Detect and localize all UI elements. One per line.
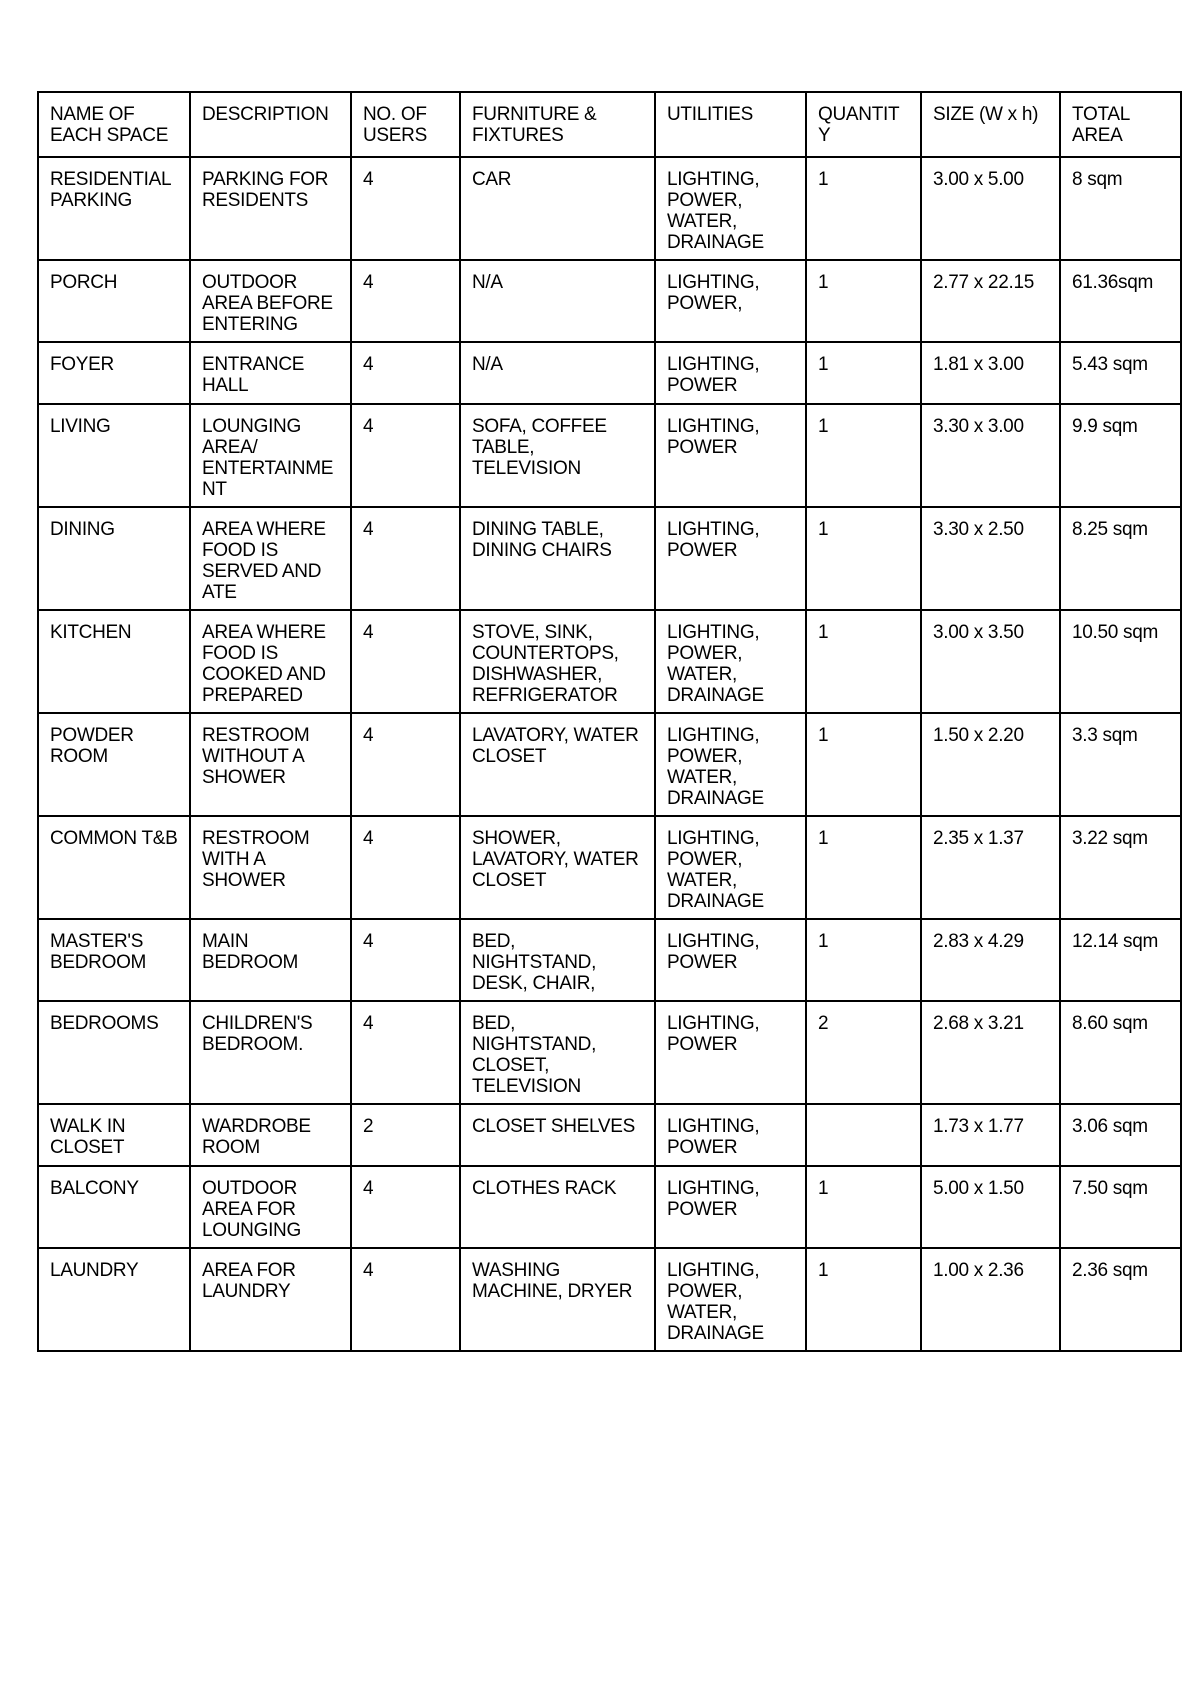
users-cell: 4 [351, 404, 460, 507]
header-name-of-each-space: NAME OF EACH SPACE [38, 92, 190, 157]
utilities-cell: LIGHTING, POWER [655, 1104, 806, 1166]
space-name-cell: MASTER'S BEDROOM [38, 919, 190, 1001]
utilities-cell: LIGHTING, POWER, WATER, DRAINAGE [655, 1248, 806, 1351]
total-area-cell: 3.3 sqm [1060, 713, 1181, 816]
description-cell: ENTRANCE HALL [190, 342, 351, 404]
space-name-cell: KITCHEN [38, 610, 190, 713]
header-description: DESCRIPTION [190, 92, 351, 157]
description-cell: MAIN BEDROOM [190, 919, 351, 1001]
quantity-cell: 1 [806, 342, 921, 404]
size-cell: 1.50 x 2.20 [921, 713, 1060, 816]
furniture-cell: CLOTHES RACK [460, 1166, 655, 1248]
total-area-cell: 10.50 sqm [1060, 610, 1181, 713]
size-cell: 5.00 x 1.50 [921, 1166, 1060, 1248]
table-row [38, 1166, 1181, 1248]
quantity-cell: 1 [806, 919, 921, 1001]
table-row [38, 1001, 1181, 1104]
header-total-area: TOTAL AREA [1060, 92, 1181, 157]
description-cell: RESTROOM WITHOUT A SHOWER [190, 713, 351, 816]
description-cell: CHILDREN'S BEDROOM. [190, 1001, 351, 1104]
total-area-cell: 61.36sqm [1060, 260, 1181, 342]
table-row [38, 157, 1181, 260]
utilities-cell: LIGHTING, POWER, [655, 260, 806, 342]
total-area-cell: 2.36 sqm [1060, 1248, 1181, 1351]
quantity-cell: 1 [806, 713, 921, 816]
quantity-cell: 1 [806, 404, 921, 507]
users-cell: 4 [351, 1001, 460, 1104]
furniture-cell: CAR [460, 157, 655, 260]
space-name-cell: PORCH [38, 260, 190, 342]
description-cell: PARKING FOR RESIDENTS [190, 157, 351, 260]
space-name-cell: LAUNDRY [38, 1248, 190, 1351]
utilities-cell: LIGHTING, POWER [655, 1166, 806, 1248]
furniture-cell: SHOWER, LAVATORY, WATER CLOSET [460, 816, 655, 919]
size-cell: 2.77 x 22.15 [921, 260, 1060, 342]
utilities-cell: LIGHTING, POWER [655, 1001, 806, 1104]
description-cell: OUTDOOR AREA BEFORE ENTERING [190, 260, 351, 342]
space-name-cell: COMMON T&B [38, 816, 190, 919]
furniture-cell: N/A [460, 342, 655, 404]
table-row [38, 507, 1181, 610]
table-row [38, 342, 1181, 404]
description-cell: LOUNGING AREA/ ENTERTAINMENT [190, 404, 351, 507]
size-cell: 1.73 x 1.77 [921, 1104, 1060, 1166]
description-cell: RESTROOM WITH A SHOWER [190, 816, 351, 919]
quantity-cell: 1 [806, 1248, 921, 1351]
size-cell: 3.00 x 3.50 [921, 610, 1060, 713]
total-area-cell: 3.06 sqm [1060, 1104, 1181, 1166]
space-name-cell: BALCONY [38, 1166, 190, 1248]
space-program-table [37, 91, 1182, 1352]
size-cell: 2.68 x 3.21 [921, 1001, 1060, 1104]
space-name-cell: BEDROOMS [38, 1001, 190, 1104]
size-cell: 3.30 x 3.00 [921, 404, 1060, 507]
furniture-cell: SOFA, COFFEE TABLE, TELEVISION [460, 404, 655, 507]
utilities-cell: LIGHTING, POWER, WATER, DRAINAGE [655, 610, 806, 713]
furniture-cell: LAVATORY, WATER CLOSET [460, 713, 655, 816]
users-cell: 4 [351, 342, 460, 404]
total-area-cell: 8.25 sqm [1060, 507, 1181, 610]
header-utilities: UTILITIES [655, 92, 806, 157]
users-cell: 4 [351, 1248, 460, 1351]
quantity-cell: 1 [806, 507, 921, 610]
users-cell: 4 [351, 507, 460, 610]
description-cell: AREA FOR LAUNDRY [190, 1248, 351, 1351]
space-name-cell: RESIDENTIAL PARKING [38, 157, 190, 260]
header-furniture-fixtures: FURNITURE & FIXTURES [460, 92, 655, 157]
space-name-cell: POWDER ROOM [38, 713, 190, 816]
total-area-cell: 9.9 sqm [1060, 404, 1181, 507]
table-row [38, 713, 1181, 816]
description-cell: AREA WHERE FOOD IS SERVED AND ATE [190, 507, 351, 610]
table-body [38, 92, 1181, 1351]
users-cell: 4 [351, 610, 460, 713]
quantity-cell: 1 [806, 1166, 921, 1248]
quantity-cell: 1 [806, 260, 921, 342]
quantity-cell: 2 [806, 1001, 921, 1104]
size-cell: 1.81 x 3.00 [921, 342, 1060, 404]
furniture-cell: BED, NIGHTSTAND, CLOSET, TELEVISION [460, 1001, 655, 1104]
furniture-cell: WASHING MACHINE, DRYER [460, 1248, 655, 1351]
header-no-of-users: NO. OF USERS [351, 92, 460, 157]
table-row [38, 1104, 1181, 1166]
utilities-cell: LIGHTING, POWER, WATER, DRAINAGE [655, 816, 806, 919]
space-name-cell: WALK IN CLOSET [38, 1104, 190, 1166]
table-row [38, 1248, 1181, 1351]
utilities-cell: LIGHTING, POWER [655, 342, 806, 404]
table-row [38, 919, 1181, 1001]
users-cell: 4 [351, 1166, 460, 1248]
furniture-cell: BED, NIGHTSTAND, DESK, CHAIR, [460, 919, 655, 1001]
utilities-cell: LIGHTING, POWER [655, 507, 806, 610]
users-cell: 4 [351, 816, 460, 919]
users-cell: 4 [351, 713, 460, 816]
total-area-cell: 8.60 sqm [1060, 1001, 1181, 1104]
utilities-cell: LIGHTING, POWER [655, 404, 806, 507]
total-area-cell: 8 sqm [1060, 157, 1181, 260]
utilities-cell: LIGHTING, POWER [655, 919, 806, 1001]
table-header-row [38, 92, 1181, 157]
quantity-cell: 1 [806, 816, 921, 919]
description-cell: WARDROBE ROOM [190, 1104, 351, 1166]
total-area-cell: 7.50 sqm [1060, 1166, 1181, 1248]
total-area-cell: 5.43 sqm [1060, 342, 1181, 404]
description-cell: OUTDOOR AREA FOR LOUNGING [190, 1166, 351, 1248]
size-cell: 3.30 x 2.50 [921, 507, 1060, 610]
header-size: SIZE (W x h) [921, 92, 1060, 157]
quantity-cell: 1 [806, 157, 921, 260]
space-name-cell: DINING [38, 507, 190, 610]
size-cell: 2.83 x 4.29 [921, 919, 1060, 1001]
furniture-cell: N/A [460, 260, 655, 342]
users-cell: 4 [351, 157, 460, 260]
description-cell: AREA WHERE FOOD IS COOKED AND PREPARED [190, 610, 351, 713]
utilities-cell: LIGHTING, POWER, WATER, DRAINAGE [655, 713, 806, 816]
total-area-cell: 3.22 sqm [1060, 816, 1181, 919]
users-cell: 2 [351, 1104, 460, 1166]
users-cell: 4 [351, 919, 460, 1001]
furniture-cell: DINING TABLE, DINING CHAIRS [460, 507, 655, 610]
size-cell: 1.00 x 2.36 [921, 1248, 1060, 1351]
utilities-cell: LIGHTING, POWER, WATER, DRAINAGE [655, 157, 806, 260]
furniture-cell: CLOSET SHELVES [460, 1104, 655, 1166]
size-cell: 2.35 x 1.37 [921, 816, 1060, 919]
furniture-cell: STOVE, SINK, COUNTERTOPS, DISHWASHER, REFRIGERATOR [460, 610, 655, 713]
quantity-cell [806, 1104, 921, 1166]
table-row [38, 404, 1181, 507]
users-cell: 4 [351, 260, 460, 342]
space-name-cell: FOYER [38, 342, 190, 404]
header-quantity: QUANTITY [806, 92, 921, 157]
total-area-cell: 12.14 sqm [1060, 919, 1181, 1001]
size-cell: 3.00 x 5.00 [921, 157, 1060, 260]
quantity-cell: 1 [806, 610, 921, 713]
table-row [38, 610, 1181, 713]
space-name-cell: LIVING [38, 404, 190, 507]
table-row [38, 260, 1181, 342]
table-row [38, 816, 1181, 919]
